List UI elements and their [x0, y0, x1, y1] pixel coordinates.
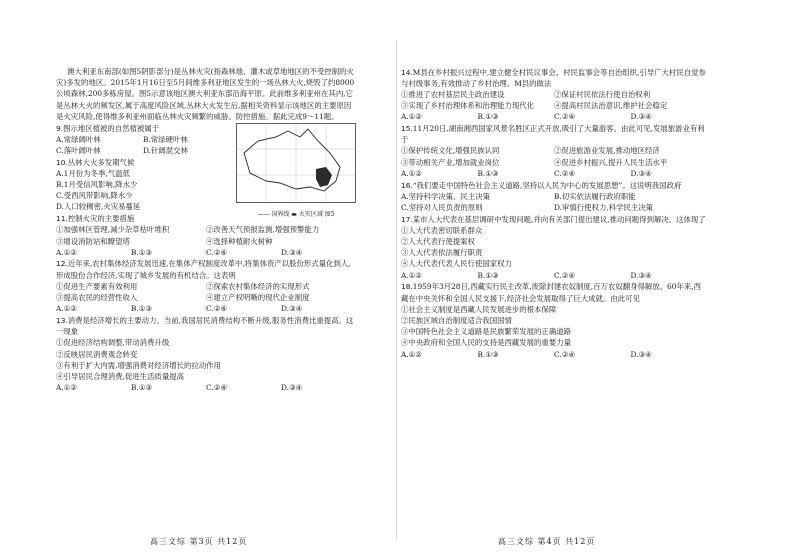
- question-stem: [401, 180, 707, 191]
- answer-choice: A.①②: [56, 304, 77, 314]
- option-list: [401, 145, 707, 167]
- option-item: ①社会主义制度是西藏人民发展进步的根本保障: [401, 304, 557, 314]
- question-number: 18.: [401, 282, 413, 292]
- answer-choice: C.②④: [554, 168, 575, 178]
- option-item: ③中国特色社会主义道路是民族繁荣发展的正确道路: [401, 327, 571, 337]
- answer-choices: [401, 168, 707, 179]
- page-footer-right: 高三文综 第4页 共12页: [498, 537, 596, 546]
- answer-choice: B.①③: [477, 349, 499, 359]
- answer-choice: B.①③: [131, 383, 153, 393]
- question-stem: [56, 258, 356, 280]
- question-stem: [401, 281, 707, 303]
- question-text: 消费是经济增长的主要动力。当前,我国居民消费结构不断升级,服务性消费比重提高。这一现象: [56, 315, 354, 337]
- australia-map: [236, 123, 356, 203]
- question-text: 图示地区植被的自然植被属于: [63, 123, 160, 133]
- answer-choice: C.②④: [554, 270, 575, 280]
- answer-choice: D.③④: [281, 383, 303, 393]
- answer-choice: C.②④: [206, 247, 227, 257]
- option-list: [401, 191, 707, 213]
- left-column: [56, 66, 356, 393]
- option-item: ②保证村民依法行使自治权利: [554, 89, 651, 99]
- option-item: ②探索农村集体经济的实现形式: [206, 281, 310, 291]
- option-item: ③增设消防站和瞭望塔: [56, 236, 130, 246]
- option-list: [56, 134, 230, 156]
- answer-choice: A.①②: [401, 349, 422, 359]
- question-stem: [56, 315, 356, 337]
- question: [401, 214, 707, 281]
- option-list: [56, 281, 356, 303]
- question-text: 近年来,农村集体经济发展迅速,在集体产权制度改革中,将集体资产以股份形式量化到人,形成股份合作经济,实现了城乡发展的有机结合。这表明: [56, 259, 351, 280]
- question: [401, 180, 707, 214]
- option-item: ④引导居民合理消费,促进生活质量提高: [56, 371, 184, 381]
- answer-choice: B.①③: [131, 247, 153, 257]
- option-item: C.受西风带影响,降水少: [56, 191, 133, 201]
- question-text: 控制火灾的主要措施: [67, 214, 135, 224]
- option-item: ①促进经济结构调整,带动消费升级: [56, 338, 170, 348]
- question-text: 丛林大火多发期气候: [67, 157, 135, 167]
- question-text: M县在乡村振兴过程中,建立健全村民议事会、村民监事会等自治组织,引导广大村民自觉参与村级事务,有效推动了乡村治理。M县的做法: [401, 67, 706, 88]
- left-questions: [56, 123, 356, 394]
- option-item: B.常绿硬叶林: [143, 134, 188, 144]
- right-page: [397, 0, 794, 559]
- question-text: 11月20日,湖南湘西国家风景名胜区正式开放,吸引了大量游客。由此可见,发展旅游业有利于: [401, 124, 705, 145]
- answer-choice: C.②④: [554, 349, 575, 359]
- answer-choice: B.①③: [477, 112, 499, 122]
- answer-choice: B.①③: [477, 168, 499, 178]
- question: [401, 67, 707, 123]
- option-list: [401, 225, 707, 270]
- map-figure: [236, 123, 356, 219]
- answer-choice: C.②④: [206, 383, 227, 393]
- answer-choices: [56, 382, 356, 393]
- option-item: A.1月份为冬季,气温低: [56, 168, 130, 178]
- answer-choice: A.①②: [401, 168, 422, 178]
- question-number: 17.: [401, 214, 413, 224]
- option-item: ④人大代表代表人民行使国家权力: [401, 259, 512, 269]
- question-number: 15.: [401, 124, 413, 134]
- option-item: ③有利于扩大内需,增强消费对经济增长的拉动作用: [56, 360, 221, 370]
- question: [56, 258, 356, 314]
- answer-choice: D.③④: [281, 247, 303, 257]
- option-item: ①加强林区管理,减少杂草枯叶堆积: [56, 225, 170, 235]
- option-item: ④选择种植耐火树种: [206, 236, 273, 246]
- option-item: ①促进生产要素有效利用: [56, 281, 138, 291]
- answer-choice: A.①②: [401, 112, 422, 122]
- option-item: ④促进乡村振兴,提升人民生活水平: [554, 157, 668, 167]
- question-number: 10.: [56, 157, 68, 167]
- answer-choice: C.②④: [554, 112, 575, 122]
- question-text: 某市人大代表在基层调研中发现问题,并向有关部门提出建议,推动问题得到解决。这体现了: [412, 214, 706, 224]
- answer-choice: D.③④: [630, 168, 652, 178]
- option-item: D.针阔混交林: [143, 145, 188, 155]
- option-item: ③带动相关产业,增加就业岗位: [401, 157, 500, 167]
- option-item: ②反映居民消费观念转变: [56, 349, 138, 359]
- map-legend: —— 国界线 ▬ 火灾区域 图5: [257, 211, 335, 219]
- answer-choices: [401, 349, 707, 360]
- option-list: [56, 224, 356, 246]
- option-item: ②人大代表行使提案权: [401, 237, 475, 247]
- question: [401, 281, 707, 359]
- intro-paragraph: 澳大利亚东南部(如图5阴影部分)是丛林火灾(指森林地、灌木或草地地区的不受控制的火灾)多发的地区。2015年1月16日至5月间维多利亚地区发生的一场丛林大火,烧毁了约8000公顷森林,200多栋房屋。图5示意该地区澳大利亚东部沿海平原。此前维多利亚州在其内,它是丛林大火的频发区,属于高度风险区域,丛林大火发生后,据相关资料显示该地区的主要原因是火灾风险,使得维多利亚州面临丛林火灾频繁的威胁。防控措施。据此完成9～11题。: [56, 67, 355, 121]
- option-item: ②民族区域自治制度适合我国国情: [401, 315, 512, 325]
- answer-choices: [56, 247, 356, 258]
- option-item: B.切实依法履行政府职能: [554, 191, 636, 201]
- fire-zone-shading: [316, 167, 332, 187]
- right-column: [401, 66, 707, 360]
- option-item: ③实现了乡村治理体系和治理能力现代化: [401, 101, 535, 111]
- answer-choices: [401, 270, 707, 281]
- question-number: 14.: [401, 67, 413, 77]
- answer-choice: D.③④: [281, 304, 303, 314]
- question-stem: [401, 67, 707, 89]
- option-item: ①推进了农村基层民主政治建设: [401, 89, 505, 99]
- answer-choice: A.①②: [56, 383, 77, 393]
- page-footer-left: 高三文综 第3页 共12页: [150, 537, 248, 546]
- question-number: 16.: [401, 180, 413, 190]
- question-number: 11.: [56, 214, 68, 224]
- answer-choice: A.①②: [56, 247, 77, 257]
- right-questions: [401, 67, 707, 360]
- answer-choices: [401, 111, 707, 122]
- question-text: 1959年3月28日,西藏实行民主改革,废除封建农奴制度,百万农奴翻身得解放。60年来,西藏在中央关怀和全国人民支援下,经济社会发展取得了巨大成就。由此可见: [401, 282, 701, 303]
- question: [401, 123, 707, 179]
- option-item: C.落叶阔叶林: [56, 145, 101, 155]
- option-item: C.坚持对人民负责的原则: [401, 202, 483, 212]
- option-item: ②促进旅游业发展,推动地区经济: [554, 146, 660, 156]
- option-item: ①保护传统文化,增强民族认同: [401, 146, 500, 156]
- option-item: D.人口较稠密,火灾易蔓延: [56, 202, 141, 212]
- option-list: [401, 89, 707, 111]
- question-number: 13.: [56, 315, 68, 325]
- question-stem: [401, 214, 707, 225]
- answer-choice: C.②④: [206, 304, 227, 314]
- answer-choice: B.①③: [477, 270, 499, 280]
- option-item: ③人大代表依法履行职责: [401, 248, 483, 258]
- question-number: 9.: [56, 123, 64, 133]
- question-number: 12.: [56, 259, 68, 269]
- answer-choices: [56, 303, 356, 314]
- option-item: ④中央政府和全国人民的支持是西藏发展的重要力量: [401, 338, 571, 348]
- option-item: ④建立产权明晰的现代企业制度: [206, 293, 310, 303]
- option-item: A.常绿阔叶林: [56, 134, 101, 144]
- option-item: D.审慎行使权力,科学民主决策: [554, 202, 654, 212]
- answer-choice: D.③④: [630, 349, 652, 359]
- option-item: ②改善天气预报监测,增强预警能力: [206, 225, 320, 235]
- answer-choice: A.①②: [401, 270, 422, 280]
- answer-choice: D.③④: [630, 270, 652, 280]
- option-item: ①人大代表密切联系群众: [401, 225, 483, 235]
- option-list: [401, 304, 707, 349]
- answer-choice: B.①③: [131, 304, 153, 314]
- option-item: B.1月受信风影响,降水少: [56, 180, 138, 190]
- option-item: ③提高农民的经营性收入: [56, 293, 138, 303]
- question: [56, 315, 356, 393]
- option-item: A.坚持科学决策、民主决策: [401, 191, 490, 201]
- answer-choice: D.③④: [630, 112, 652, 122]
- question-stem: [401, 123, 707, 145]
- question-text: “我们要走中国特色社会主义道路,坚持以人民为中心的发展思想”。这说明我国政府: [412, 180, 682, 190]
- option-item: ④提高村民法治意识,维护社会稳定: [554, 101, 668, 111]
- option-list: [56, 337, 356, 382]
